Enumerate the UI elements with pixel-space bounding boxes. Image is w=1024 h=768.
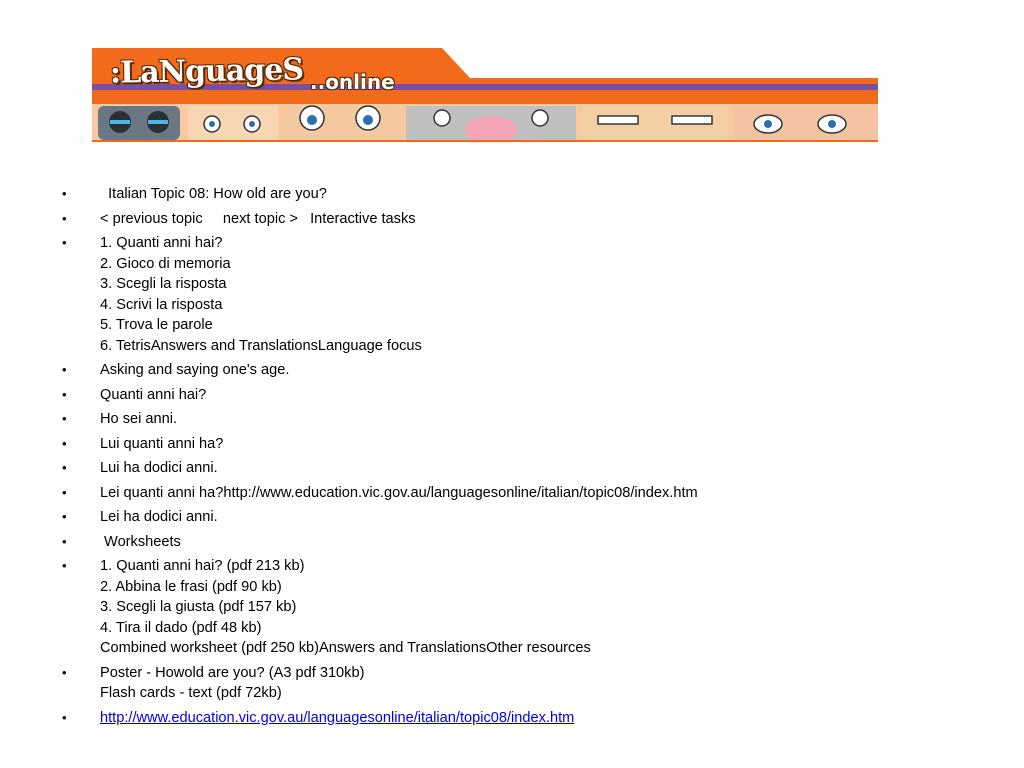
bullet-icon: • [62,186,67,201]
list-item-text: Worksheets [100,533,181,550]
list-item-text: 1. Quanti anni hai? (pdf 213 kb) [100,558,305,574]
list-item-text: Ho sei anni. [100,411,178,427]
list-item [56,507,996,528]
list-item-text: Flash cards - text (pdf 72kb) [100,685,282,701]
topic-navigation [100,209,996,230]
list-item [56,434,996,455]
bullet-icon: • [62,709,67,725]
bullet-icon: • [62,411,67,426]
list-item-text: 3. Scegli la giusta (pdf 157 kb) [100,599,297,615]
list-item-text: Poster - Howold are you? (A3 pdf 310kb) [100,664,365,681]
next-topic-link[interactable]: next topic > [222,210,298,227]
bullet-icon: • [62,484,67,500]
logo-subtext: ..online [310,70,395,94]
list-item-text: Quanti anni hai? [100,386,207,403]
list-item-text: Lei ha dodici anni. [100,509,218,525]
languages-online-banner [92,48,878,142]
list-item-text: 3. Scegli la risposta [100,276,227,292]
bullet-icon: • [62,460,67,475]
logo-text: :LaNguageS [109,52,304,91]
interactive-tasks-label: Interactive tasks [310,210,416,227]
list-item [56,532,996,553]
bullet-icon: • [62,435,67,451]
list-item [56,385,996,406]
bullet-icon: • [62,533,67,549]
bullet-icon: • [62,509,67,524]
list-item [56,458,996,479]
list-item-text: Combined worksheet (pdf 250 kb)Answers and TranslationsOther resources [100,640,591,656]
list-item [56,184,996,205]
list-item-text: 2. Gioco di memoria [100,255,231,272]
bullet-icon: • [62,386,67,402]
bullet-icon: • [62,235,67,250]
list-item-text: Lui quanti anni ha? [100,435,224,452]
list-item-text: Italian Topic 08: How old are you? [100,186,327,202]
list-item-text: Lei quanti anni ha?http://www.education.vic.gov.au/languagesonline/italian/topic08/index.htm [100,484,698,501]
list-item [56,483,996,504]
bullet-icon: • [62,664,67,680]
list-item [56,663,996,704]
list-item-text: 5. Trova le parole [100,317,213,333]
list-item [56,556,996,659]
bullet-icon: • [62,362,67,377]
bullet-icon: • [62,558,67,573]
list-item [56,409,996,430]
list-item [56,209,996,230]
list-item [56,233,996,356]
list-item-text: Asking and saying one's age. [100,362,290,378]
bullet-icon: • [62,210,67,226]
list-item-text: Lui ha dodici anni. [100,460,218,476]
list-item-text: 1. Quanti anni hai? [100,235,223,251]
list-item-text: 4. Tira il dado (pdf 48 kb) [100,619,262,636]
cartoon-face-icon [188,106,278,142]
list-item-text: 2. Abbina le frasi (pdf 90 kb) [100,578,282,595]
previous-topic-link[interactable]: < previous topic [100,210,203,227]
list-item [56,360,996,381]
list-item-text: 6. TetrisAnswers and TranslationsLanguage focus [100,337,422,354]
topic-url-link[interactable]: http://www.education.vic.gov.au/languagesonline/italian/topic08/index.htm [100,709,575,726]
list-item [56,708,996,729]
topic-content-list [56,184,996,732]
list-item-text: 4. Scrivi la risposta [100,296,223,313]
